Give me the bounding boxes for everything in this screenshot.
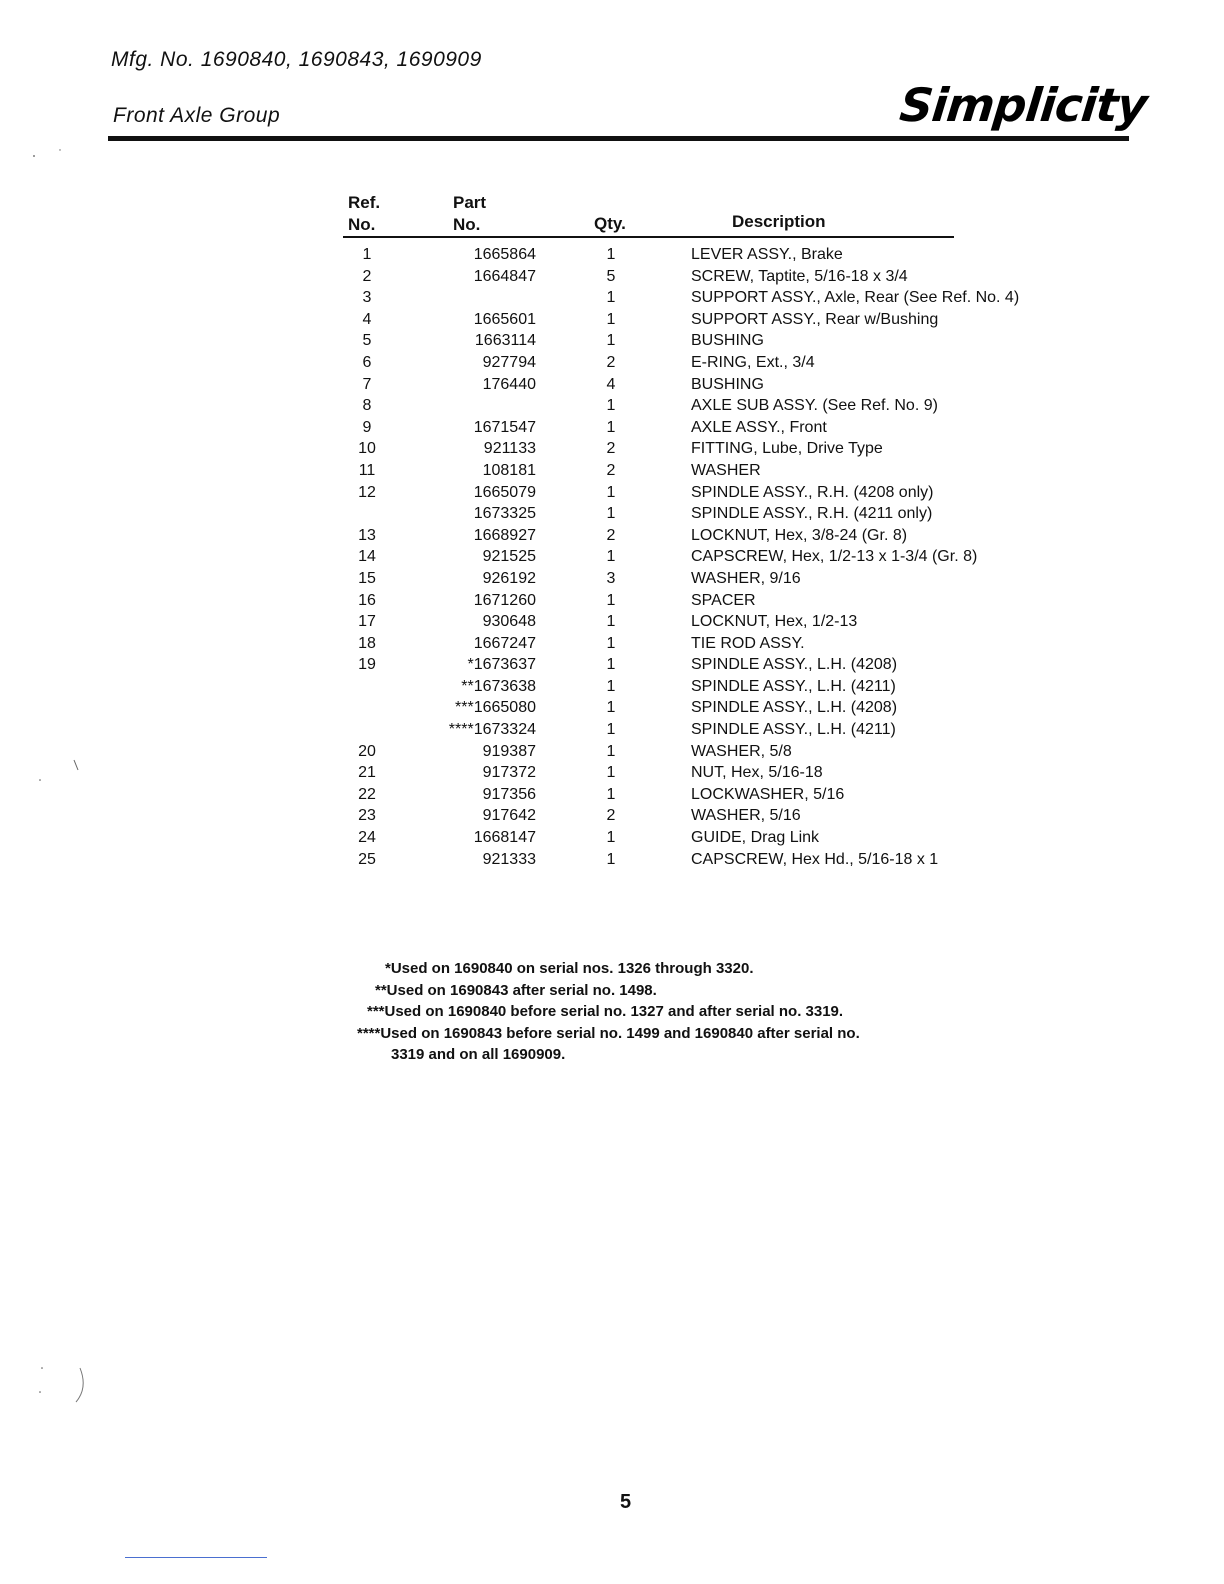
table-row xyxy=(343,266,1091,288)
description-cell: CAPSCREW, Hex Hd., 5/16-18 x 1 xyxy=(691,850,939,868)
spacer-cell xyxy=(631,546,691,568)
description-cell: FITTING, Lube, Drive Type xyxy=(691,440,883,458)
description-cell: E-RING, Ext., 3/4 xyxy=(691,353,815,371)
part-no-cell: 1665601 xyxy=(473,310,536,328)
table-row xyxy=(343,460,1091,482)
ref-no-cell: 5 xyxy=(362,332,372,350)
table-row xyxy=(343,417,1091,439)
description-cell: LOCKNUT, Hex, 3/8-24 (Gr. 8) xyxy=(691,526,908,544)
table-row xyxy=(343,503,1091,525)
ref-no-cell: 23 xyxy=(358,807,376,825)
part-no-cell: 917642 xyxy=(482,807,536,825)
description-cell: SPACER xyxy=(691,591,756,609)
description-cell: GUIDE, Drag Link xyxy=(691,829,820,847)
ref-no-cell: 22 xyxy=(358,785,376,803)
description-cell: SPINDLE ASSY., R.H. (4211 only) xyxy=(691,505,933,523)
spacer-cell xyxy=(391,719,446,741)
qty-cell: 2 xyxy=(606,440,616,458)
ref-no-cell: 17 xyxy=(358,613,376,631)
ref-no-cell: 7 xyxy=(362,375,372,393)
table-row xyxy=(343,827,1091,849)
part-no-header-line2: No. xyxy=(453,215,481,234)
spacer-cell xyxy=(631,374,691,396)
spacer-cell xyxy=(391,244,446,266)
ref-no-header xyxy=(348,192,380,236)
spacer-cell xyxy=(536,719,591,741)
spacer-cell xyxy=(391,395,446,417)
part-no-cell: 917372 xyxy=(482,764,536,782)
spacer-cell xyxy=(631,611,691,633)
footnote-1: *Used on 1690840 on serial nos. 1326 through 3320. xyxy=(385,960,754,977)
ref-no-cell xyxy=(343,697,391,719)
spacer-cell xyxy=(631,287,691,309)
spacer-cell xyxy=(536,546,591,568)
part-no-cell: 917356 xyxy=(482,785,536,803)
spacer-cell xyxy=(391,805,446,827)
footnote-2: **Used on 1690843 after serial no. 1498. xyxy=(375,981,657,999)
description-cell: SCREW, Taptite, 5/16-18 x 3/4 xyxy=(691,267,908,285)
spacer-cell xyxy=(631,590,691,612)
spacer-cell xyxy=(631,633,691,655)
ref-no-cell xyxy=(343,676,391,698)
table-row xyxy=(343,719,1091,741)
description-cell: AXLE ASSY., Front xyxy=(691,418,827,436)
qty-cell: 1 xyxy=(606,850,616,868)
spacer-cell xyxy=(391,697,446,719)
spacer-cell xyxy=(631,676,691,698)
qty-cell: 1 xyxy=(606,742,616,760)
part-no-cell: 1665079 xyxy=(473,483,536,501)
spacer-cell xyxy=(631,330,691,352)
part-no-cell: 176440 xyxy=(482,375,536,393)
spacer-cell xyxy=(391,330,446,352)
table-row xyxy=(343,568,1091,590)
ref-no-cell: 18 xyxy=(358,634,376,652)
qty-cell: 1 xyxy=(606,418,616,436)
ref-no-cell: 3 xyxy=(362,289,372,307)
group-title: Front Axle Group xyxy=(113,104,281,127)
qty-cell: 1 xyxy=(606,721,616,739)
qty-cell: 1 xyxy=(606,548,616,566)
spacer-cell xyxy=(536,741,591,763)
part-no-cell xyxy=(446,395,536,417)
spacer-cell xyxy=(631,827,691,849)
spacer-cell xyxy=(631,784,691,806)
header-rule xyxy=(108,136,1129,141)
part-no-header-line1: Part xyxy=(453,193,487,212)
description-cell: CAPSCREW, Hex, 1/2-13 x 1-3/4 (Gr. 8) xyxy=(691,548,978,566)
spacer-cell xyxy=(391,525,446,547)
spacer-cell xyxy=(631,762,691,784)
table-row xyxy=(343,676,1091,698)
spacer-cell xyxy=(391,266,446,288)
description-cell: SPINDLE ASSY., L.H. (4208) xyxy=(691,699,898,717)
part-no-cell xyxy=(446,287,536,309)
spacer-cell xyxy=(391,546,446,568)
spacer-cell xyxy=(536,374,591,396)
spacer-cell xyxy=(391,611,446,633)
qty-cell: 1 xyxy=(606,785,616,803)
table-row xyxy=(343,784,1091,806)
spacer-cell xyxy=(631,741,691,763)
bottom-link-line xyxy=(125,1557,267,1558)
qty-cell: 1 xyxy=(606,677,616,695)
spacer-cell xyxy=(536,654,591,676)
simplicity-logo: Simplicity xyxy=(897,78,1150,132)
spacer-cell xyxy=(631,395,691,417)
description-cell: SPINDLE ASSY., L.H. (4211) xyxy=(691,677,896,695)
ref-no-cell: 19 xyxy=(358,656,376,674)
spacer-cell xyxy=(631,438,691,460)
description-cell: AXLE SUB ASSY. (See Ref. No. 9) xyxy=(691,397,938,415)
footnote-4-continued: 3319 and on all 1690909. xyxy=(391,1046,566,1063)
part-no-cell: 108181 xyxy=(482,461,536,479)
ref-no-cell: 13 xyxy=(358,526,376,544)
spacer-cell xyxy=(536,568,591,590)
table-row xyxy=(343,374,1091,396)
spacer-cell xyxy=(631,568,691,590)
spacer-cell xyxy=(631,352,691,374)
part-no-cell: 921525 xyxy=(482,548,536,566)
ref-no-cell: 11 xyxy=(358,461,376,479)
qty-cell: 3 xyxy=(606,569,616,587)
ref-no-cell: 6 xyxy=(362,353,372,371)
spacer-cell xyxy=(536,697,591,719)
ref-no-cell: 14 xyxy=(358,548,376,566)
table-row xyxy=(343,525,1091,547)
part-no-cell: 930648 xyxy=(482,613,536,631)
description-cell: WASHER, 5/8 xyxy=(691,742,792,760)
spacer-cell xyxy=(631,244,691,266)
ref-no-cell: 4 xyxy=(362,310,372,328)
spacer-cell xyxy=(391,309,446,331)
spacer-cell xyxy=(391,438,446,460)
part-no-cell: 1667247 xyxy=(473,634,536,652)
table-row xyxy=(343,244,1091,266)
ref-no-cell: 1 xyxy=(362,246,372,263)
spacer-cell xyxy=(631,266,691,288)
spacer-cell xyxy=(391,568,446,590)
spacer-cell xyxy=(536,287,591,309)
qty-cell: 1 xyxy=(606,289,616,307)
table-row xyxy=(343,395,1091,417)
spacer-cell xyxy=(536,503,591,525)
spacer-cell xyxy=(536,330,591,352)
ref-no-cell: 12 xyxy=(358,483,376,501)
table-header-rule xyxy=(343,236,954,238)
ref-no-cell xyxy=(343,503,391,525)
table-row xyxy=(343,741,1091,763)
ref-no-header-line2: No. xyxy=(348,215,376,234)
description-cell: LOCKWASHER, 5/16 xyxy=(691,785,845,803)
spacer-cell xyxy=(536,266,591,288)
spacer-cell xyxy=(536,633,591,655)
qty-cell: 5 xyxy=(606,267,616,285)
table-row xyxy=(343,697,1091,719)
part-no-cell: 1664847 xyxy=(473,267,536,285)
table-row xyxy=(343,590,1091,612)
spacer-cell xyxy=(391,633,446,655)
ref-no-cell: 21 xyxy=(358,764,376,782)
table-row xyxy=(343,287,1091,309)
qty-header: Qty. xyxy=(594,214,626,233)
part-no-cell: **1673638 xyxy=(461,677,536,695)
spacer-cell xyxy=(536,805,591,827)
spacer-cell xyxy=(391,287,446,309)
ref-no-cell: 8 xyxy=(362,397,372,415)
spacer-cell xyxy=(536,827,591,849)
description-cell: SUPPORT ASSY., Rear w/Bushing xyxy=(691,310,939,328)
mfg-numbers: Mfg. No. 1690840, 1690843, 1690909 xyxy=(111,48,482,71)
description-cell: LEVER ASSY., Brake xyxy=(691,246,843,263)
scan-specks xyxy=(20,140,100,1580)
parts-table xyxy=(343,244,1091,870)
qty-cell: 4 xyxy=(606,375,616,393)
spacer-cell xyxy=(536,590,591,612)
spacer-cell xyxy=(631,719,691,741)
spacer-cell xyxy=(631,805,691,827)
part-no-cell: ****1673324 xyxy=(448,721,536,739)
description-cell: BUSHING xyxy=(691,375,764,393)
spacer-cell xyxy=(536,762,591,784)
ref-no-cell: 16 xyxy=(358,591,376,609)
spacer-cell xyxy=(391,654,446,676)
qty-cell: 1 xyxy=(606,699,616,717)
ref-no-cell: 24 xyxy=(358,829,376,847)
spacer-cell xyxy=(536,482,591,504)
part-no-cell: *1673637 xyxy=(467,656,536,674)
part-no-cell: 1665864 xyxy=(473,246,536,263)
table-row xyxy=(343,352,1091,374)
qty-cell: 1 xyxy=(606,332,616,350)
description-cell: WASHER xyxy=(691,461,761,479)
part-no-cell: 919387 xyxy=(482,742,536,760)
spacer-cell xyxy=(631,654,691,676)
table-row xyxy=(343,482,1091,504)
description-cell: NUT, Hex, 5/16-18 xyxy=(691,764,823,782)
spacer-cell xyxy=(391,352,446,374)
ref-no-cell xyxy=(343,719,391,741)
ref-no-header-line1: Ref. xyxy=(348,193,381,212)
ref-no-cell: 9 xyxy=(362,418,372,436)
ref-no-cell: 20 xyxy=(358,742,376,760)
description-cell: WASHER, 9/16 xyxy=(691,569,801,587)
qty-cell: 1 xyxy=(606,829,616,847)
qty-cell: 2 xyxy=(606,526,616,544)
part-no-cell: 1671260 xyxy=(473,591,536,609)
spacer-cell xyxy=(631,849,691,871)
ref-no-cell: 25 xyxy=(358,850,376,868)
spacer-cell xyxy=(391,482,446,504)
part-no-cell: 921333 xyxy=(482,850,536,868)
table-row xyxy=(343,762,1091,784)
qty-cell: 1 xyxy=(606,505,616,523)
qty-cell: 2 xyxy=(606,353,616,371)
spacer-cell xyxy=(391,374,446,396)
qty-cell: 1 xyxy=(606,591,616,609)
qty-cell: 1 xyxy=(606,483,616,501)
spacer-cell xyxy=(391,741,446,763)
spacer-cell xyxy=(536,309,591,331)
description-cell: SPINDLE ASSY., R.H. (4208 only) xyxy=(691,483,934,501)
spacer-cell xyxy=(536,417,591,439)
spacer-cell xyxy=(631,503,691,525)
part-no-cell: 1671547 xyxy=(473,418,536,436)
spacer-cell xyxy=(391,762,446,784)
spacer-cell xyxy=(536,676,591,698)
qty-cell: 2 xyxy=(606,461,616,479)
description-cell: WASHER, 5/16 xyxy=(691,807,801,825)
part-no-cell: 1668147 xyxy=(473,829,536,847)
spacer-cell xyxy=(391,784,446,806)
table-row xyxy=(343,330,1091,352)
spacer-cell xyxy=(536,244,591,266)
spacer-cell xyxy=(391,417,446,439)
footnote-3: ***Used on 1690840 before serial no. 1327 and after serial no. 3319. xyxy=(367,1003,844,1020)
table-row xyxy=(343,805,1091,827)
qty-cell: 1 xyxy=(606,246,616,263)
spacer-cell xyxy=(391,590,446,612)
page-number: 5 xyxy=(620,1491,632,1513)
spacer-cell xyxy=(536,525,591,547)
qty-cell: 1 xyxy=(606,634,616,652)
spacer-cell xyxy=(536,352,591,374)
spacer-cell xyxy=(391,460,446,482)
description-cell: LOCKNUT, Hex, 1/2-13 xyxy=(691,613,858,631)
spacer-cell xyxy=(631,417,691,439)
table-row xyxy=(343,611,1091,633)
spacer-cell xyxy=(391,503,446,525)
ref-no-cell: 15 xyxy=(358,569,376,587)
spacer-cell xyxy=(391,849,446,871)
qty-cell: 1 xyxy=(606,656,616,674)
part-no-header xyxy=(453,192,486,236)
ref-no-cell: 10 xyxy=(358,440,376,458)
description-cell: BUSHING xyxy=(691,332,764,350)
table-row xyxy=(343,438,1091,460)
spacer-cell xyxy=(631,482,691,504)
table-row xyxy=(343,849,1091,871)
spacer-cell xyxy=(536,784,591,806)
qty-cell: 1 xyxy=(606,310,616,328)
qty-cell: 1 xyxy=(606,764,616,782)
spacer-cell xyxy=(536,611,591,633)
part-no-cell: 1673325 xyxy=(473,505,536,523)
part-no-cell: 1668927 xyxy=(473,526,536,544)
spacer-cell xyxy=(536,460,591,482)
table-row xyxy=(343,654,1091,676)
part-no-cell: 921133 xyxy=(483,440,536,458)
table-row xyxy=(343,633,1091,655)
table-row xyxy=(343,309,1091,331)
part-no-cell: 926192 xyxy=(482,569,536,587)
description-cell: TIE ROD ASSY. xyxy=(691,634,805,652)
part-no-cell: 1663114 xyxy=(474,332,536,350)
footnotes xyxy=(355,958,860,1066)
parts-table-body xyxy=(343,244,1091,870)
ref-no-cell: 2 xyxy=(362,267,372,285)
spacer-cell xyxy=(536,849,591,871)
spacer-cell xyxy=(536,395,591,417)
qty-cell: 2 xyxy=(606,807,616,825)
spacer-cell xyxy=(631,697,691,719)
qty-cell: 1 xyxy=(606,397,616,415)
description-cell: SPINDLE ASSY., L.H. (4208) xyxy=(691,656,898,674)
qty-cell: 1 xyxy=(606,613,616,631)
description-cell: SUPPORT ASSY., Axle, Rear (See Ref. No. 4) xyxy=(691,289,1020,307)
spacer-cell xyxy=(631,309,691,331)
spacer-cell xyxy=(631,525,691,547)
part-no-cell: 927794 xyxy=(482,353,536,371)
part-no-cell: ***1665080 xyxy=(455,699,536,717)
spacer-cell xyxy=(631,460,691,482)
table-row xyxy=(343,546,1091,568)
description-cell: SPINDLE ASSY., L.H. (4211) xyxy=(691,721,896,739)
spacer-cell xyxy=(536,438,591,460)
spacer-cell xyxy=(391,827,446,849)
footnote-4: ****Used on 1690843 before serial no. 1499 and 1690840 after serial no. xyxy=(357,1024,860,1042)
description-header: Description xyxy=(732,212,826,231)
spacer-cell xyxy=(391,676,446,698)
